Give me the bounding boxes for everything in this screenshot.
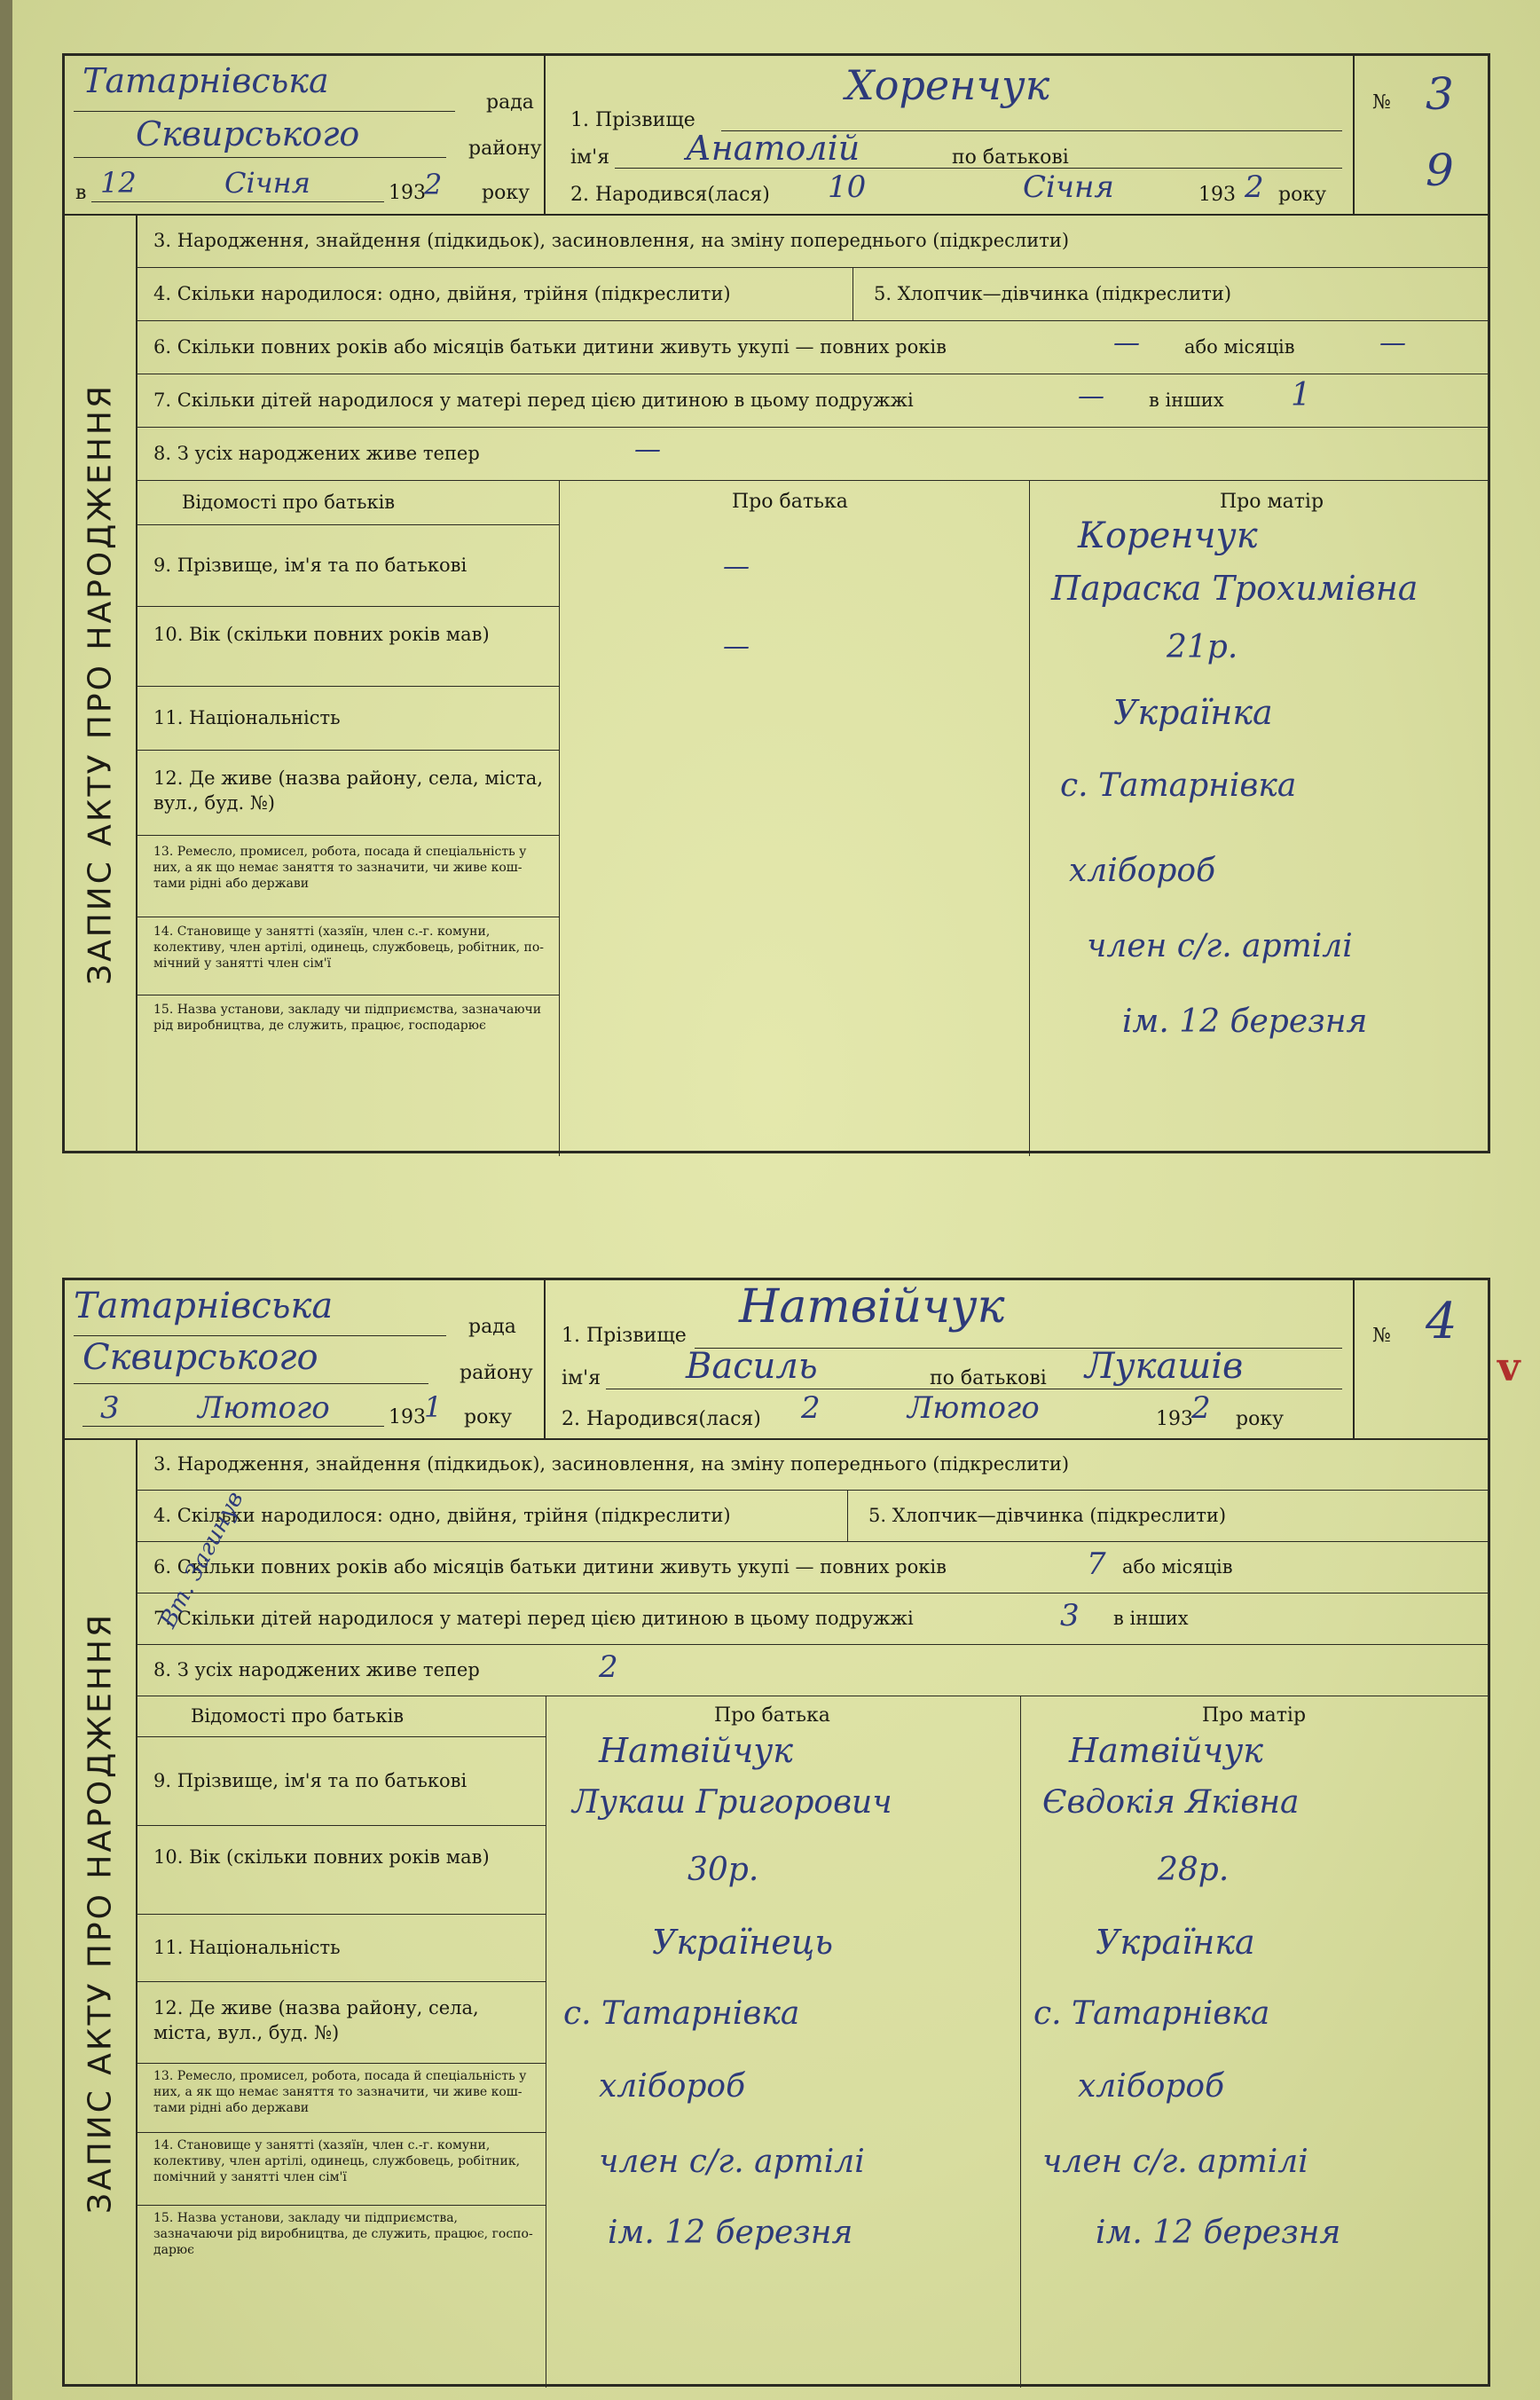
raion-label: району: [460, 1362, 533, 1384]
date-month: Лютого: [198, 1390, 330, 1426]
patronymic-label: по батькові: [952, 146, 1069, 169]
born-month: Січня: [1023, 169, 1114, 205]
parents-table: Відомості про батьків Про батька Про матір 9. Прізвище, ім'я та по батькові 10. Вік (скільки повних років мав) 11. Національність 12. Де живе (назва району, села, міста, вул., буд. №) 13. Ремесло, промисел, робота, посада й спеціальність у них, а як що немає заняття то зазначити, чи живе коштами рідні або держави 14. Становище у занятті (хазяїн, член с.-г. комуни, колективу, член артілі, одинець, службовець, робітник, помічний у занятті член сім'ї 15. Назва установи, закладу чи підприємства, зазначаючи рід виробництва, де служить, працює, господарює Натвійчук Лукаш Григорович 30р. Українець с. Татарнівка хлібороб член с/г. артілі ім. 12 березня Натвійчук Євдокія Яківна 28р. Українка с. Татарнівка хлібороб член с/г. артілі ім. 12 березня: [138, 1696, 1488, 2388]
number-box: [1353, 1280, 1488, 1438]
scan-edge: [0, 0, 12, 2400]
raion-value: Сквирського: [136, 114, 360, 153]
date-day: 3: [100, 1390, 120, 1426]
num-label: №: [1372, 91, 1391, 114]
row-q6: 6. Скільки повних років або місяців батьки дитини живуть укупі — повних років 7 або місяців: [138, 1541, 1488, 1593]
row-q3: 3. Народження, знайдення (підкидьок), засиновлення, на зміну попереднього (підкреслити): [138, 1438, 1488, 1491]
surname-label: 1. Прізвище: [562, 1325, 687, 1347]
patronymic-value: Лукашів: [1085, 1346, 1244, 1387]
roku-label: року: [464, 1406, 513, 1428]
margin-note: Вт. Загинув: [154, 1487, 249, 1633]
rada-value: Татарнівська: [82, 61, 329, 100]
record-number: 4: [1426, 1293, 1458, 1350]
header-left-block: [65, 56, 546, 214]
header-left-block: [65, 1280, 546, 1438]
date-year: 2: [424, 168, 443, 201]
card-header: [65, 56, 1488, 216]
rada-value: Татарнівська: [74, 1286, 334, 1326]
num-label: №: [1372, 1325, 1391, 1347]
side-title-box: [65, 1438, 138, 2387]
row-q7: 7. Скільки дітей народилося у матері перед цією дитиною в цьому подружжі — в інших 1: [138, 374, 1488, 428]
roku-label: року: [482, 182, 530, 204]
record-number-2: 9: [1426, 145, 1454, 196]
born-day: 2: [801, 1390, 821, 1426]
card-header: [65, 1280, 1488, 1440]
date-day: 12: [100, 166, 137, 200]
born-day: 10: [828, 169, 867, 205]
born-label: 2. Народився(лася): [570, 184, 770, 206]
born-year-prefix: 193: [1156, 1408, 1193, 1430]
name-value: Анатолій: [686, 129, 860, 168]
year-prefix: 193: [389, 182, 426, 204]
red-check-mark: v: [1497, 1345, 1520, 1390]
patronymic-label: по батькові: [930, 1367, 1047, 1389]
date-year: 1: [424, 1390, 443, 1424]
parents-table: Відомості про батьків Про батька Про матір 9. Прізвище, ім'я та по батькові 10. Вік (скільки повних років мав) 11. Національність 12. Де живе (назва району, села, міста, вул., буд. №) 13. Ремесло, промисел, робота, посада й спеціальність у них, а як що немає заняття то зазначити, чи живе коштами рідні або держави 14. Становище у занятті (хазяїн, член с.-г. комуни, колективу, член артілі, одинець, службовець, робітник, помічний у занятті член сім'ї 15. Назва установи, закладу чи підприємства, зазначаючи рід виробництва, де служить, працює, господарює — — Коренчук Параска Трохимівна 21р. Українка с. Татарнівка хлібороб член с/г. артілі ім. 12 березня: [138, 480, 1488, 1156]
v-label: в: [75, 182, 87, 204]
surname-value: Натвійчук: [739, 1280, 1005, 1334]
surname-value: Хоренчук: [845, 61, 1050, 109]
born-year-prefix: 193: [1198, 184, 1236, 206]
born-year: 2: [1191, 1390, 1211, 1426]
born-roku: року: [1278, 184, 1327, 206]
rada-label: рада: [486, 91, 534, 114]
name-label: ім'я: [562, 1367, 601, 1389]
born-year: 2: [1245, 169, 1264, 205]
born-label: 2. Народився(лася): [562, 1408, 761, 1430]
birth-record-card-2: [62, 1278, 1490, 2387]
born-month: Лютого: [908, 1390, 1040, 1426]
side-title-box: [65, 214, 138, 1153]
raion-value: Сквирського: [82, 1337, 318, 1378]
surname-label: 1. Прізвище: [570, 109, 695, 131]
row-q3: 3. Народження, знайдення (підкидьок), засиновлення, на зміну попереднього (підкреслити): [138, 214, 1488, 268]
year-prefix: 193: [389, 1406, 426, 1428]
number-box: [1353, 56, 1488, 214]
rada-label: рада: [468, 1316, 516, 1338]
side-title: ЗАПИС АКТУ ПРО НАРОДЖЕННЯ: [82, 382, 119, 985]
name-label: ім'я: [570, 146, 610, 169]
record-number: 3: [1426, 68, 1454, 120]
raion-label: району: [468, 138, 542, 160]
born-roku: року: [1236, 1408, 1285, 1430]
row-q4-q5: 4. Скільки народилося: одно, двійня, трійня (підкреслити) 5. Хлопчик—дівчинка (підкреслити): [138, 267, 1488, 321]
row-q4-q5: 4. Скільки народилося: одно, двійня, трійня (підкреслити) 5. Хлопчик—дівчинка (підкреслити): [138, 1490, 1488, 1542]
name-value: Василь: [686, 1346, 818, 1387]
row-q8: 8. З усіх народжених живе тепер —: [138, 427, 1488, 481]
date-month: Січня: [224, 166, 310, 200]
row-q8: 8. З усіх народжених живе тепер 2: [138, 1644, 1488, 1696]
side-title: ЗАПИС АКТУ ПРО НАРОДЖЕННЯ: [82, 1611, 119, 2214]
row-q7: 7. Скільки дітей народилося у матері перед цією дитиною в цьому подружжі 3 в інших: [138, 1593, 1488, 1645]
birth-record-card-1: [62, 53, 1490, 1153]
row-q6: 6. Скільки повних років або місяців батьки дитини живуть укупі — повних років — або місяців —: [138, 320, 1488, 374]
